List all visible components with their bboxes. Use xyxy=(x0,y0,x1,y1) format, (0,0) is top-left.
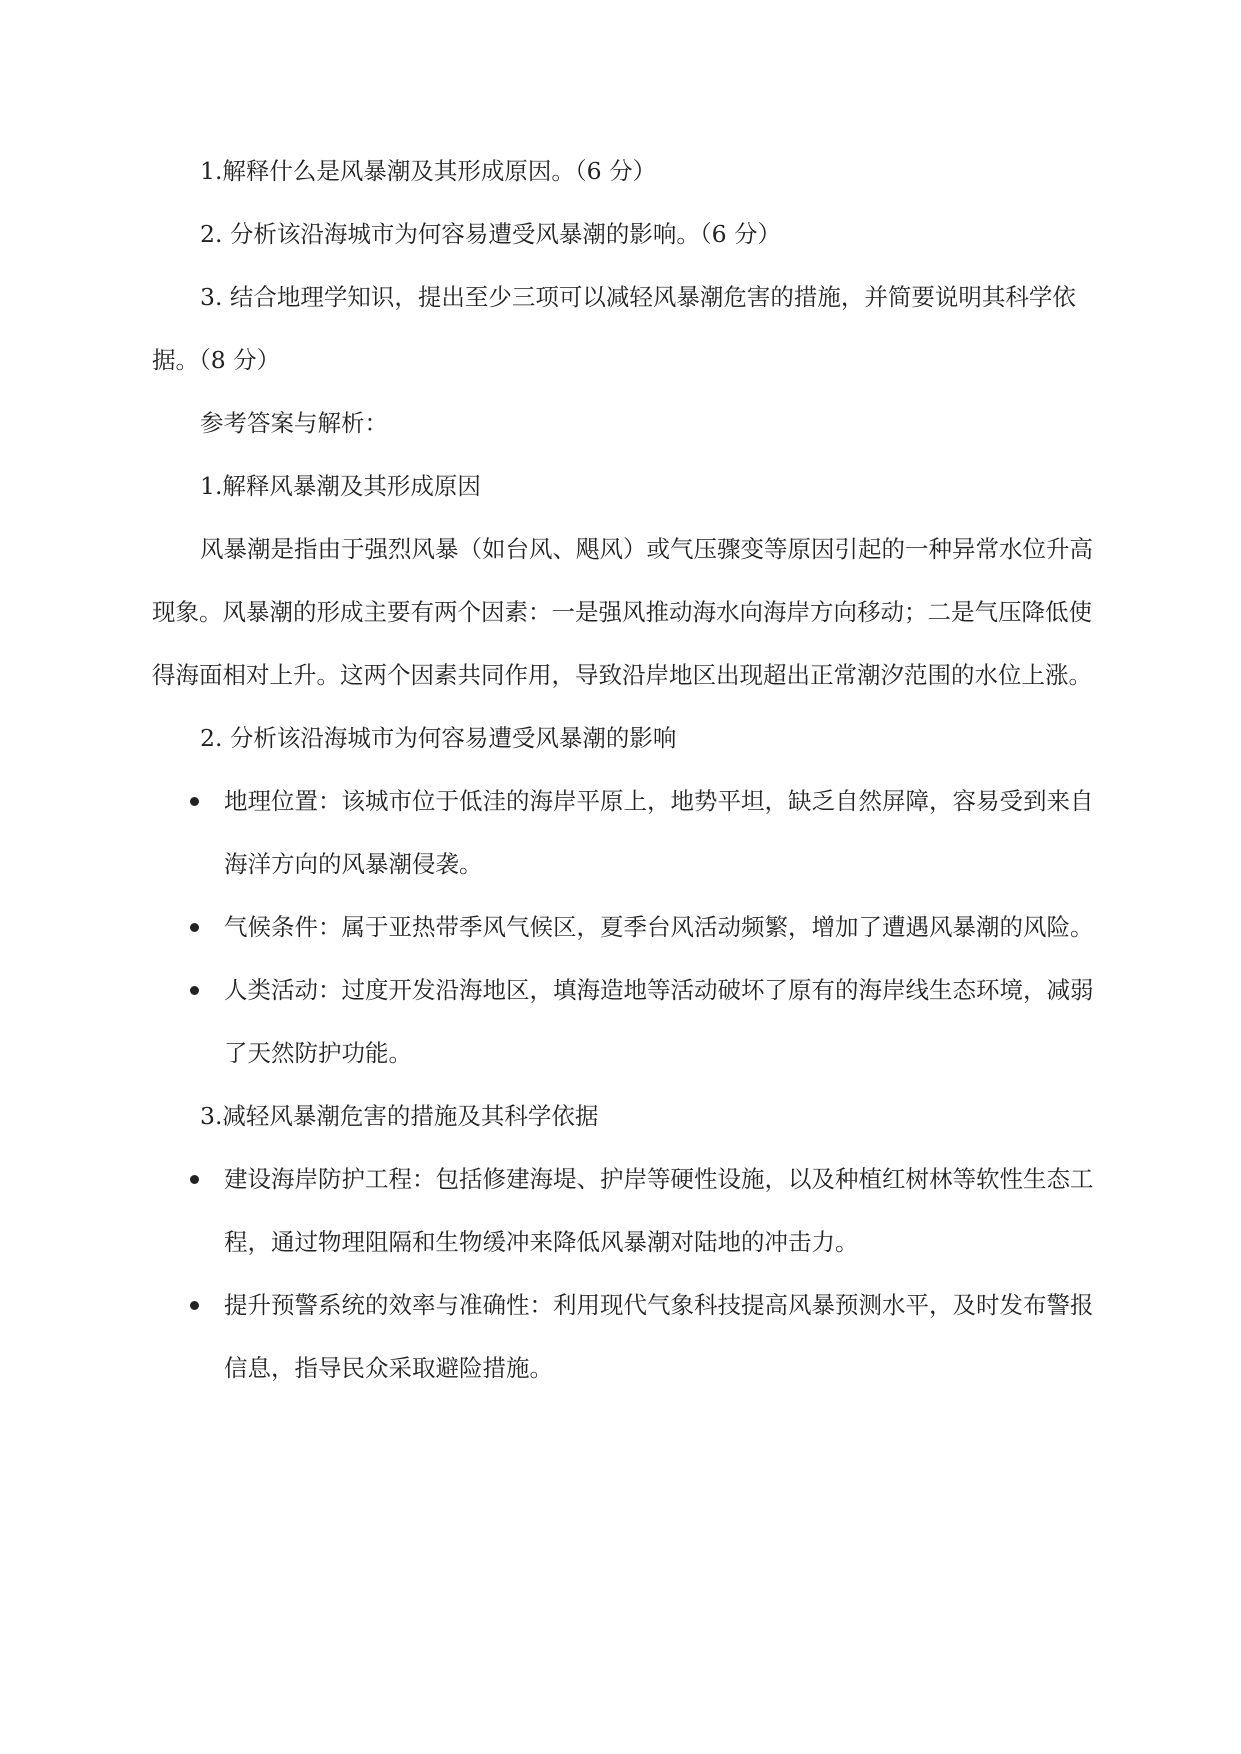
list-item xyxy=(152,896,1094,959)
section-3-title: 3.减轻风暴潮危害的措施及其科学依据 xyxy=(200,1102,599,1130)
answer-heading: 参考答案与解析： xyxy=(200,409,388,437)
list-item-text: 地理位置：该城市位于低洼的海岸平原上，地势平坦，缺乏自然屏障，容易受到来自海洋方向的风暴潮侵袭。 xyxy=(224,787,1094,878)
section-1-title: 1.解释风暴潮及其形成原因 xyxy=(200,472,481,500)
list-item xyxy=(152,770,1094,896)
bullet-icon xyxy=(190,1175,199,1184)
bullet-icon xyxy=(190,797,199,806)
list-item-text: 建设海岸防护工程：包括修建海堤、护岸等硬性设施，以及种植红树林等软性生态工程，通过物理阻隔和生物缓冲来降低风暴潮对陆地的冲击力。 xyxy=(224,1165,1094,1256)
question-3: 3. 结合地理学知识，提出至少三项可以减轻风暴潮危害的措施，并简要说明其科学依据。（8 分） xyxy=(152,283,1076,374)
list-item-text: 提升预警系统的效率与准确性：利用现代气象科技提高风暴预测水平，及时发布警报信息，指导民众采取避险措施。 xyxy=(224,1291,1094,1382)
list-item xyxy=(152,1148,1094,1274)
bullet-icon xyxy=(190,986,199,995)
section-2-title: 2. 分析该沿海城市为何容易遭受风暴潮的影响 xyxy=(200,724,677,752)
question-2: 2. 分析该沿海城市为何容易遭受风暴潮的影响。（6 分） xyxy=(200,220,782,248)
section-2-list xyxy=(152,770,1094,1085)
list-item xyxy=(152,1274,1094,1400)
document-content xyxy=(152,140,1094,1400)
question-1: 1.解释什么是风暴潮及其形成原因。（6 分） xyxy=(200,157,657,185)
section-3-list xyxy=(152,1148,1094,1400)
list-item-text: 人类活动：过度开发沿海地区，填海造地等活动破坏了原有的海岸线生态环境，减弱了天然防护功能。 xyxy=(224,976,1094,1067)
bullet-icon xyxy=(190,923,199,932)
bullet-icon xyxy=(190,1301,199,1310)
section-1-body: 风暴潮是指由于强烈风暴（如台风、飓风）或气压骤变等原因引起的一种异常水位升高现象。风暴潮的形成主要有两个因素：一是强风推动海水向海岸方向移动；二是气压降低使得海面相对上升。这两个因素共同作用，导致沿岸地区出现超出正常潮汐范围的水位上涨。 xyxy=(152,535,1093,689)
list-item xyxy=(152,959,1094,1085)
list-item-text: 气候条件：属于亚热带季风气候区，夏季台风活动频繁，增加了遭遇风暴潮的风险。 xyxy=(224,913,1094,941)
